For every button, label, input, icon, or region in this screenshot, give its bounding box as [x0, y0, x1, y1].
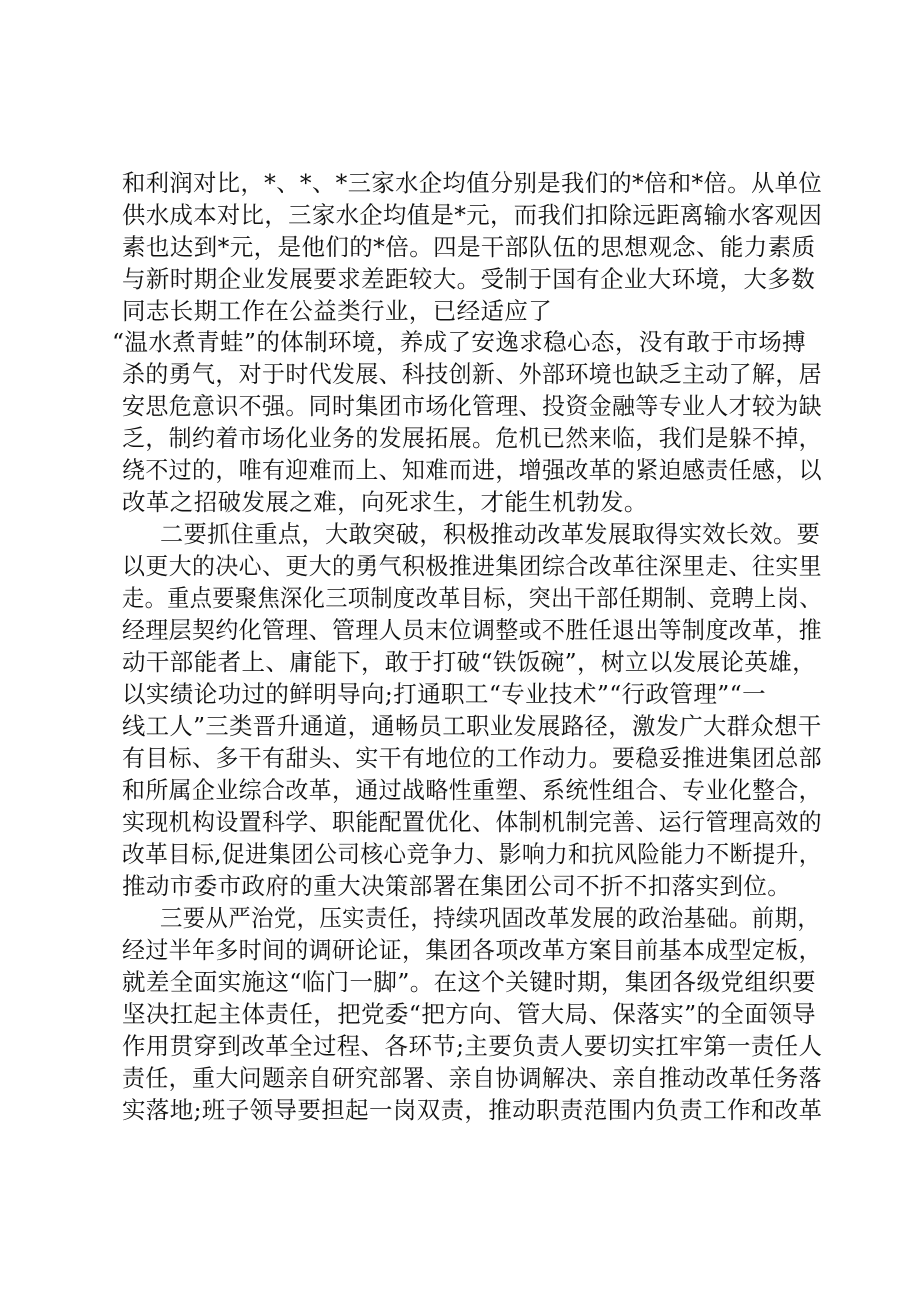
text-line: 供水成本对比，三家水企均值是*元，而我们扣除远距离输水客观因: [122, 201, 823, 229]
text-line: 乏，制约着市场化业务的发展拓展。危机已然来临，我们是躲不掉，: [122, 424, 822, 452]
paragraph-start-line: 二要抓住重点，大敢突破，积极推动改革发展取得实效长效。要: [160, 520, 821, 548]
text-line: 坚决扛起主体责任，把党委“把方向、管大局、保落实”的全面领导: [122, 1000, 817, 1028]
text-line: 和所属企业综合改革，通过战略性重塑、系统性组合、专业化整合，: [122, 776, 822, 804]
text-line: 以更大的决心、更大的勇气积极推进集团综合改革往深里走、往实里: [122, 552, 822, 580]
text-line: 实落地;班子领导要担起一岗双责，推动职责范围内负责工作和改革: [122, 1096, 823, 1124]
text-line: 改革目标,促进集团公司核心竞争力、影响力和抗风险能力不断提升，: [122, 840, 822, 868]
text-line: 作用贯穿到改革全过程、各环节;主要负责人要切实扛牢第一责任人: [122, 1032, 823, 1060]
text-line: 有目标、多干有甜头、实干有地位的工作动力。要稳妥推进集团总部: [122, 744, 822, 772]
text-line: 经理层契约化管理、管理人员末位调整或不胜任退出等制度改革，推: [122, 616, 822, 644]
text-line: 改革之招破发展之难，向死求生，才能生机勃发。: [122, 488, 648, 516]
text-line: “温水煮青蛙”的体制环境，养成了安逸求稳心态，没有敢于市场搏: [112, 328, 807, 356]
text-line: 推动市委市政府的重大决策部署在集团公司不折不扣落实到位。: [122, 872, 792, 900]
text-line: 安思危意识不强。同时集团市场化管理、投资金融等专业人才较为缺: [122, 392, 822, 420]
text-line: 杀的勇气，对于时代发展、科技创新、外部环境也缺乏主动了解，居: [122, 360, 822, 388]
text-line: 素也达到*元，是他们的*倍。四是干部队伍的思想观念、能力素质: [122, 233, 816, 261]
text-line: 线工人”三类晋升通道，通畅员工职业发展路径，激发广大群众想干: [122, 712, 822, 740]
text-line: 以实绩论功过的鲜明导向;打通职工“专业技术”“行政管理”“一: [122, 680, 766, 708]
text-line: 与新时期企业发展要求差距较大。受制于国有企业大环境，大多数: [122, 265, 816, 293]
text-line: 责任，重大问题亲自研究部署、亲自协调解决、亲自推动改革任务落: [122, 1064, 822, 1092]
paragraph-start-line: 三要从严治党，压实责任，持续巩固改革发展的政治基础。前期，: [160, 904, 821, 932]
text-line: 就差全面实施这“临门一脚”。在这个关键时期，集团各级党组织要: [122, 968, 817, 996]
text-line: 同志长期工作在公益类行业，已经适应了: [122, 297, 553, 325]
text-line: 和利润对比，*、*、*三家水企均值分别是我们的*倍和*倍。从单位: [122, 169, 823, 197]
text-line: 经过半年多时间的调研论证，集团各项改革方案目前基本成型定板，: [122, 936, 822, 964]
text-line: 动干部能者上、庸能下，敢于打破“铁饭碗”，树立以发展论英雄，: [122, 648, 817, 676]
text-line: 实现机构设置科学、职能配置优化、体制机制完善、运行管理高效的: [122, 808, 822, 836]
text-line: 走。重点要聚焦深化三项制度改革目标，突出干部任期制、竞聘上岗、: [122, 584, 822, 612]
text-line: 绕不过的，唯有迎难而上、知难而进，增强改革的紧迫感责任感，以: [122, 456, 822, 484]
